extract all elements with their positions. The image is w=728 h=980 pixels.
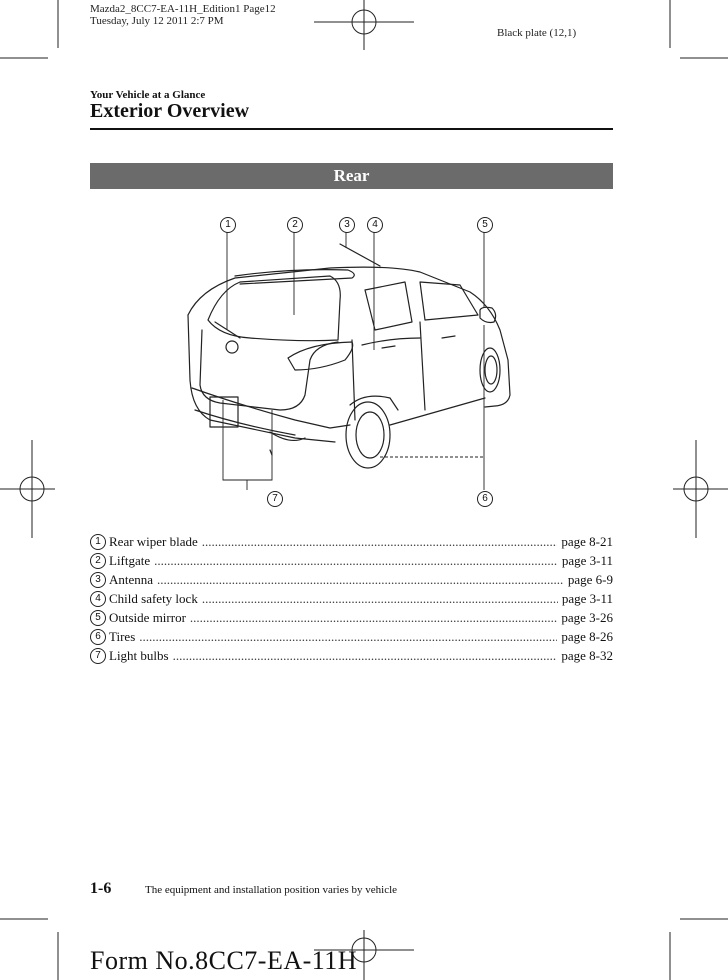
callout-2: 2 (287, 217, 303, 233)
legend-item (90, 627, 613, 646)
legend-number: 3 (90, 572, 106, 588)
legend-page-ref: page 8-21 (561, 534, 613, 549)
callout-7: 7 (267, 491, 283, 507)
leader-dots (157, 570, 564, 589)
print-job-name: Mazda2_8CC7-EA-11H_Edition1 Page12 (90, 3, 276, 15)
legend-number: 2 (90, 553, 106, 569)
leader-dots (154, 551, 558, 570)
footer-note: The equipment and installation position varies by vehicle (145, 884, 398, 896)
leader-dots (202, 589, 558, 608)
form-number: Form No.8CC7-EA-11H (90, 946, 358, 975)
legend-number: 1 (90, 534, 106, 550)
legend-number: 7 (90, 648, 106, 664)
legend-page-ref: page 8-32 (561, 648, 613, 663)
legend-page-ref: page 3-11 (561, 591, 613, 606)
legend-page-ref: page 8-26 (561, 629, 613, 644)
legend-label: Outside mirror (109, 610, 186, 625)
legend-item (90, 570, 613, 589)
legend-page-ref: page 6-9 (567, 572, 613, 587)
print-plate: Black plate (12,1) (497, 27, 577, 39)
legend-number: 6 (90, 629, 106, 645)
legend-label: Rear wiper blade (109, 534, 198, 549)
callout-3: 3 (339, 217, 355, 233)
legend-item (90, 532, 613, 551)
legend-label: Child safety lock (109, 591, 198, 606)
rear-banner: Rear (90, 163, 613, 189)
car-rear-illustration (90, 210, 613, 510)
legend-number: 5 (90, 610, 106, 626)
legend-label: Tires (109, 629, 136, 644)
legend-label: Light bulbs (109, 648, 169, 663)
section-label: Your Vehicle at a Glance (90, 89, 206, 101)
legend-number: 4 (90, 591, 106, 607)
legend-label: Antenna (109, 572, 154, 587)
legend-label: Liftgate (109, 553, 151, 568)
legend-page-ref: page 3-11 (561, 553, 613, 568)
callout-4: 4 (367, 217, 383, 233)
callout-1: 1 (220, 217, 236, 233)
leader-dots (202, 532, 558, 551)
leader-dots (139, 627, 557, 646)
leader-dots (173, 646, 558, 665)
page-number: 1-6 (90, 880, 112, 897)
callout-6: 6 (477, 491, 493, 507)
legend-page-ref: page 3-26 (561, 610, 613, 625)
callout-5: 5 (477, 217, 493, 233)
legend-item (90, 608, 613, 627)
page-title: Exterior Overview (90, 100, 250, 122)
print-timestamp: Tuesday, July 12 2011 2:7 PM (90, 15, 224, 27)
legend-item (90, 589, 613, 608)
leader-dots (190, 608, 557, 627)
parts-legend (90, 532, 613, 672)
legend-item (90, 646, 613, 665)
legend-item (90, 551, 613, 570)
title-rule (90, 128, 613, 130)
